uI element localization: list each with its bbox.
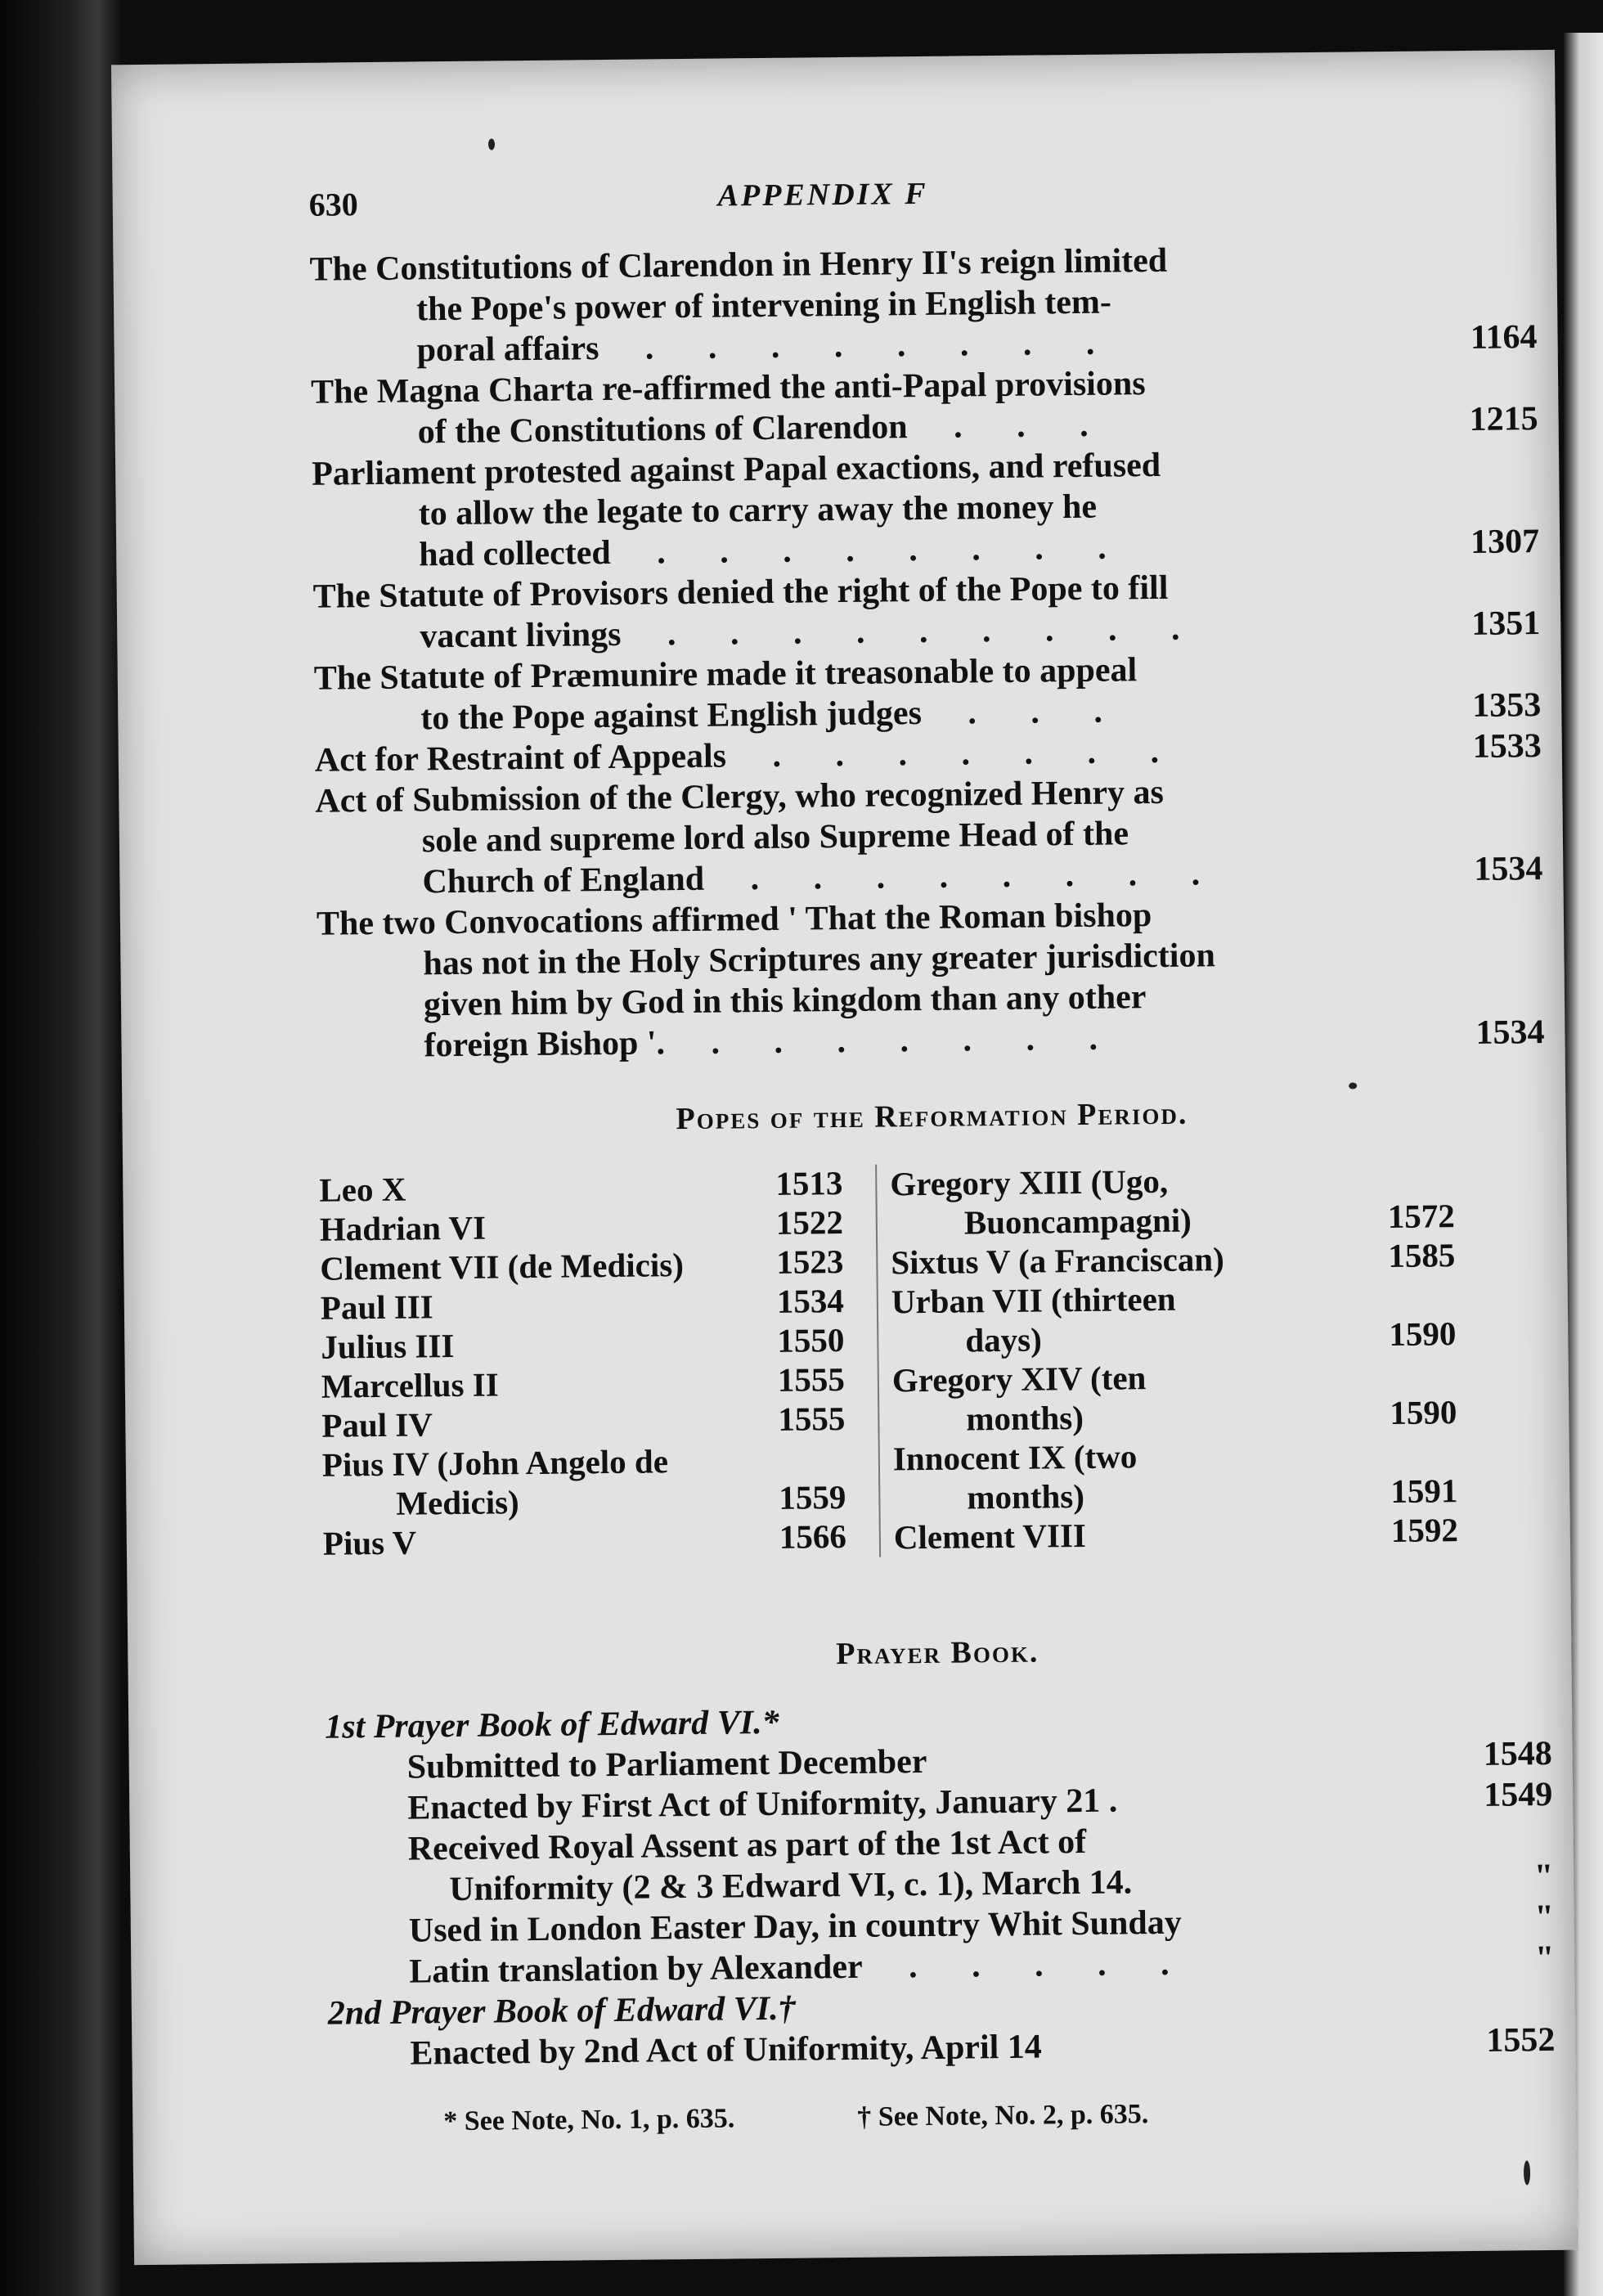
pope-entry <box>893 1511 1459 1557</box>
prayer-book-item: Used in London Easter Day, in country Whit Sunday " <box>408 1898 1555 1950</box>
event-text-cont: Church of England . . . . . . . . <box>422 855 1224 901</box>
pope-entry <box>319 1165 842 1210</box>
event-text: The Statute of Provisors denied the right of the Pope to fill <box>312 568 1169 616</box>
pope-name: Paul IV <box>321 1405 433 1445</box>
pope-year: 1534 <box>776 1282 845 1320</box>
pope-name: Leo X <box>319 1170 406 1209</box>
pope-name: Clement VII (de Medicis) <box>320 1246 685 1287</box>
prayer-book-item: Submitted to Parliament December 1548 <box>406 1734 1552 1786</box>
event-text: The Statute of Præmunire made it treasonable to appeal <box>313 651 1138 698</box>
pope-entry <box>321 1322 844 1367</box>
event-text-cont: poral affairs . . . . . . . . <box>416 324 1118 370</box>
popes-section-title: Popes of the Reformation Period. <box>676 1096 1188 1137</box>
event-entry <box>315 768 1542 904</box>
footnote: † See Note, No. 2, p. 635. <box>857 2099 1149 2132</box>
page-header <box>308 164 1536 227</box>
pope-entry <box>891 1236 1456 1282</box>
ink-speck <box>488 138 495 150</box>
popes-column-right <box>875 1158 1459 1557</box>
ink-speck <box>1349 1082 1357 1089</box>
event-text-cont: given him by God in this kingdom than any other <box>423 978 1147 1024</box>
pope-name-cont: days) <box>965 1320 1043 1359</box>
pope-year: 1555 <box>777 1360 846 1399</box>
prayer-book-year: " <box>1534 1898 1555 1937</box>
page-number: 630 <box>308 186 358 223</box>
prayer-book-year: 1552 <box>1486 2020 1556 2060</box>
event-text-cont: sole and supreme lord also Supreme Head of the <box>421 815 1129 860</box>
prayer-book-item: Latin translation by Alexander . . . . . " <box>409 1939 1555 1991</box>
pope-year: 1592 <box>1390 1511 1459 1550</box>
pope-entry <box>891 1355 1457 1439</box>
prayer-book-year: " <box>1533 1857 1554 1896</box>
event-text: The Constitutions of Clarendon in Henry II's reign limited <box>309 241 1168 289</box>
event-year: 1534 <box>1474 850 1543 888</box>
page-content <box>308 164 1556 2139</box>
pope-name: Gregory XIV (ten <box>891 1359 1147 1400</box>
pope-year: 1572 <box>1387 1197 1456 1236</box>
pope-year: 1523 <box>776 1242 844 1281</box>
footnotes <box>329 2095 1556 2139</box>
event-text-cont: the Pope's power of intervening in English tem- <box>415 283 1112 329</box>
pope-name: Marcellus II <box>321 1365 499 1405</box>
pope-entry <box>320 1243 843 1288</box>
event-year: 1353 <box>1472 686 1542 725</box>
book-page <box>111 50 1578 2265</box>
event-entry <box>311 359 1538 454</box>
pope-name-cont: Buoncampagni) <box>963 1201 1192 1242</box>
pope-entry <box>321 1361 845 1406</box>
ink-speck <box>1524 2160 1530 2185</box>
event-text: Act for Restraint of Appeals . . . . . . . <box>314 732 1183 780</box>
pope-year: 1590 <box>1389 1314 1457 1354</box>
prayer-book-year: 1549 <box>1483 1775 1553 1814</box>
prayer-book-section-title: Prayer Book. <box>836 1634 1039 1672</box>
event-text-cont: vacant livings . . . . . . . . . <box>420 609 1203 656</box>
event-text: The Magna Charta re-affirmed the anti-Papal provisions <box>310 365 1146 411</box>
pope-year: 1585 <box>1388 1236 1456 1275</box>
pope-entry <box>323 1518 846 1563</box>
pope-name: Julius III <box>321 1327 455 1366</box>
pope-entry <box>321 1283 844 1328</box>
pope-name: Pius IV (John Angelo de <box>321 1442 669 1484</box>
pope-entry <box>891 1276 1457 1360</box>
event-entry <box>309 236 1537 372</box>
pope-year: 1559 <box>779 1478 846 1516</box>
prayer-book-item: Enacted by First Act of Uniformity, January 21 . 1549 <box>407 1775 1553 1827</box>
prayer-book-item-cont: Uniformity (2 & 3 Edward VI, c. 1), March 14. <box>449 1863 1133 1909</box>
prayer-book-year: 1548 <box>1483 1734 1552 1773</box>
running-head: APPENDIX F <box>717 176 928 213</box>
event-year: 1351 <box>1471 604 1541 643</box>
pope-entry <box>322 1440 846 1524</box>
pope-year: 1550 <box>777 1321 845 1359</box>
pope-name-cont: months) <box>966 1398 1084 1438</box>
pope-year: 1591 <box>1390 1472 1458 1511</box>
popes-table <box>319 1157 1550 1604</box>
pope-year: 1555 <box>778 1400 846 1438</box>
prayer-book-heading: 1st Prayer Book of Edward VI.* <box>325 1703 779 1746</box>
pope-entry <box>320 1204 843 1249</box>
prayer-book-heading: 2nd Prayer Book of Edward VI.† <box>327 1989 796 2033</box>
event-year: 1307 <box>1470 523 1540 561</box>
event-entry <box>314 645 1542 740</box>
prayer-book-list <box>325 1694 1556 2075</box>
events-list <box>309 236 1544 1067</box>
event-text-cont: of the Constitutions of Clarendon . . . <box>417 406 1111 452</box>
event-text: Act of Submission of the Clergy, who recognized Henry as <box>315 773 1165 820</box>
event-year: 1533 <box>1472 727 1542 766</box>
event-year: 1215 <box>1469 400 1538 438</box>
scan-left-edge <box>0 0 123 2296</box>
event-entry <box>313 564 1541 658</box>
pope-year: 1513 <box>775 1164 843 1202</box>
pope-entry <box>321 1400 845 1445</box>
prayer-book-year: " <box>1534 1939 1555 1978</box>
event-year: 1534 <box>1475 1013 1545 1052</box>
pope-name-cont: months) <box>967 1476 1085 1516</box>
event-text-cont: has not in the Holy Scriptures any greater jurisdiction <box>423 937 1216 983</box>
pope-name-cont: Medicis) <box>396 1483 519 1522</box>
pope-year: 1566 <box>779 1517 847 1556</box>
pope-year: 1590 <box>1390 1393 1457 1432</box>
pope-entry <box>892 1433 1458 1517</box>
pope-name: Urban VII (thirteen <box>891 1279 1176 1321</box>
event-text-cont: foreign Bishop '. . . . . . . . <box>424 1019 1121 1065</box>
event-entry <box>312 441 1539 577</box>
event-text-cont: to the Pope against English judges . . . <box>420 692 1126 738</box>
prayer-book-item: Received Royal Assent as part of the 1st Act of Uniformity (2 & 3 Edward VI, c. 1), March 14. " <box>326 1817 1554 1912</box>
pope-entry <box>890 1158 1456 1242</box>
event-text-cont: had collected . . . . . . . . <box>419 528 1129 574</box>
popes-column-left <box>319 1165 846 1563</box>
event-text: Parliament protested against Papal exactions, and refused <box>311 446 1161 493</box>
footnote: * See Note, No. 1, p. 635. <box>443 2103 735 2137</box>
prayer-book-item: Enacted by 2nd Act of Uniformity, April 14 1552 <box>410 2020 1556 2073</box>
pope-name: Gregory XIII (Ugo, <box>890 1161 1169 1203</box>
pope-name: Clement VIII <box>893 1516 1087 1557</box>
pope-name: Paul III <box>320 1287 433 1327</box>
pope-name: Hadrian VI <box>319 1208 487 1248</box>
pope-year: 1522 <box>775 1203 844 1242</box>
pope-name: Pius V <box>322 1523 417 1562</box>
event-text-cont: to allow the legate to carry away the money he <box>418 488 1098 533</box>
pope-name: Sixtus V (a Franciscan) <box>891 1240 1224 1282</box>
event-text: The two Convocations affirmed ' That the Roman bishop <box>316 896 1152 943</box>
event-entry <box>317 891 1545 1067</box>
pope-name: Innocent IX (two <box>892 1437 1138 1478</box>
event-year: 1164 <box>1470 318 1538 357</box>
